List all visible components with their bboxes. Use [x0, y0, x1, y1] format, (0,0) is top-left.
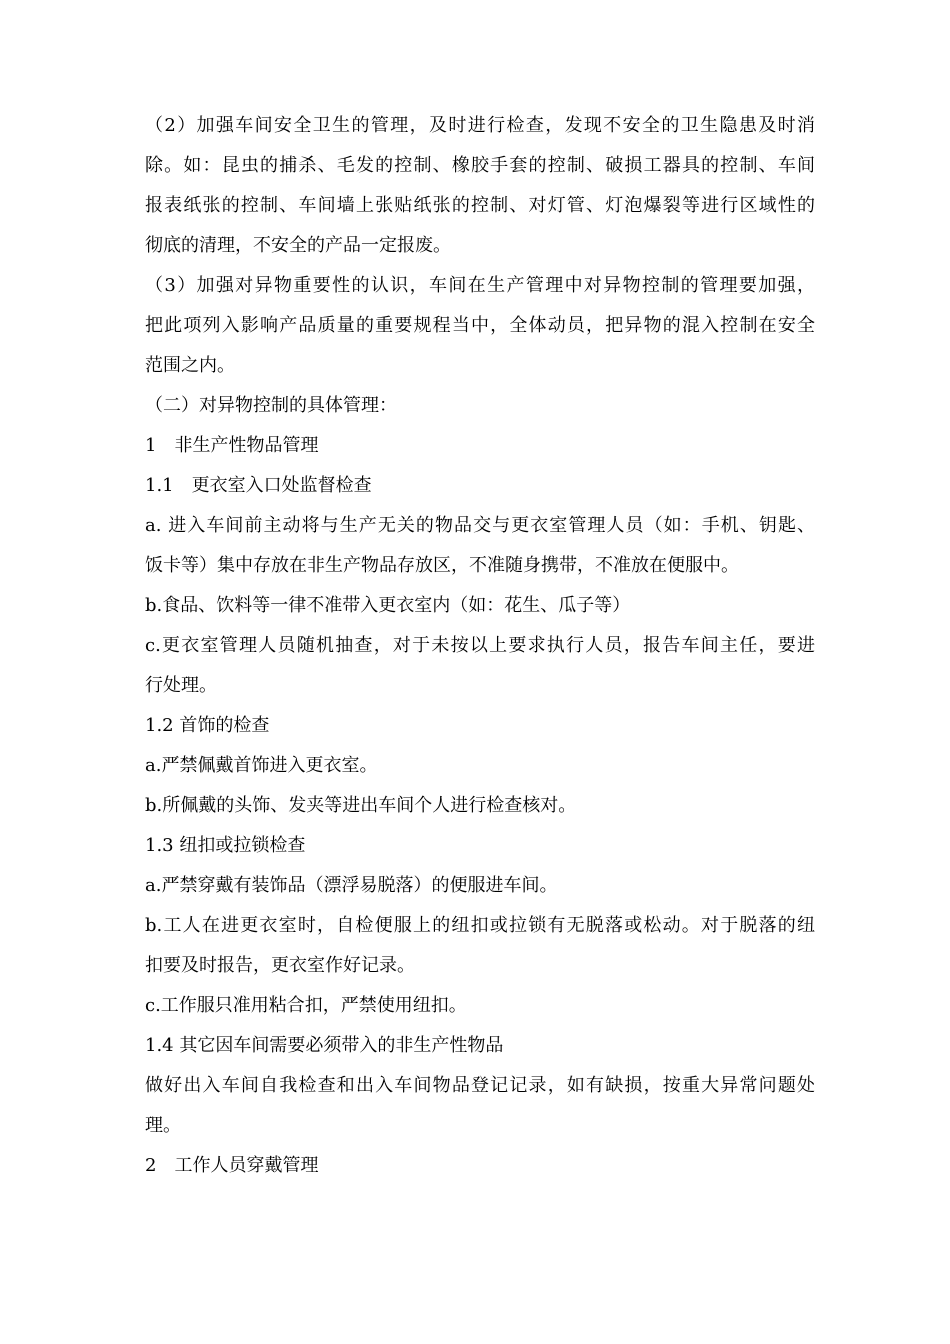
paragraph-line: 把此项列入影响产品质量的重要规程当中，全体动员，把异物的混入控制在安全	[145, 315, 815, 336]
document-body	[145, 106, 815, 1186]
paragraph-line: 饭卡等）集中存放在非生产物品存放区，不准随身携带，不准放在便服中。	[145, 555, 739, 576]
paragraph-line: 行处理。	[145, 675, 217, 696]
paragraph-line: b.工人在进更衣室时，自检便服上的纽扣或拉锁有无脱落或松动。对于脱落的纽	[145, 915, 815, 936]
subsection-heading: 1.1 更衣室入口处监督检查	[145, 475, 372, 496]
paragraph-line: 除。如：昆虫的捕杀、毛发的控制、橡胶手套的控制、破损工器具的控制、车间	[145, 155, 815, 176]
paragraph-line: 理。	[145, 1115, 181, 1136]
paragraph-line: a.严禁穿戴有装饰品（漂浮易脱落）的便服进车间。	[145, 875, 558, 896]
paragraph-line: （3）加强对异物重要性的认识，车间在生产管理中对异物控制的管理要加强，	[145, 275, 815, 296]
subsection-heading: 1.4 其它因车间需要必须带入的非生产性物品	[145, 1035, 504, 1056]
section-heading: 2 工作人员穿戴管理	[145, 1155, 319, 1176]
paragraph-line: c.工作服只准用粘合扣，严禁使用纽扣。	[145, 995, 467, 1016]
paragraph-line: a.严禁佩戴首饰进入更衣室。	[145, 755, 378, 776]
paragraph-line: 报表纸张的控制、车间墙上张贴纸张的控制、对灯管、灯泡爆裂等进行区域性的	[145, 195, 815, 216]
paragraph-line: 扣要及时报告，更衣室作好记录。	[145, 955, 415, 976]
paragraph-line: 彻底的清理，不安全的产品一定报废。	[145, 235, 451, 256]
paragraph-line: b.所佩戴的头饰、发夹等进出车间个人进行检查核对。	[145, 795, 577, 816]
paragraph-line: c.更衣室管理人员随机抽查，对于未按以上要求执行人员，报告车间主任，要进	[145, 635, 815, 656]
section-heading: （二）对异物控制的具体管理：	[145, 395, 397, 416]
paragraph-line: a. 进入车间前主动将与生产无关的物品交与更衣室管理人员（如：手机、钥匙、	[145, 515, 815, 536]
paragraph-line: b.食品、饮料等一律不准带入更衣室内（如：花生、瓜子等）	[145, 595, 631, 616]
paragraph-line: 做好出入车间自我检查和出入车间物品登记记录，如有缺损，按重大异常问题处	[145, 1075, 815, 1096]
subsection-heading: 1.2 首饰的检查	[145, 715, 270, 736]
section-heading: 1 非生产性物品管理	[145, 435, 319, 456]
paragraph-line: （2）加强车间安全卫生的管理，及时进行检查，发现不安全的卫生隐患及时消	[145, 115, 815, 136]
subsection-heading: 1.3 纽扣或拉锁检查	[145, 835, 306, 856]
paragraph-line: 范围之内。	[145, 355, 235, 376]
